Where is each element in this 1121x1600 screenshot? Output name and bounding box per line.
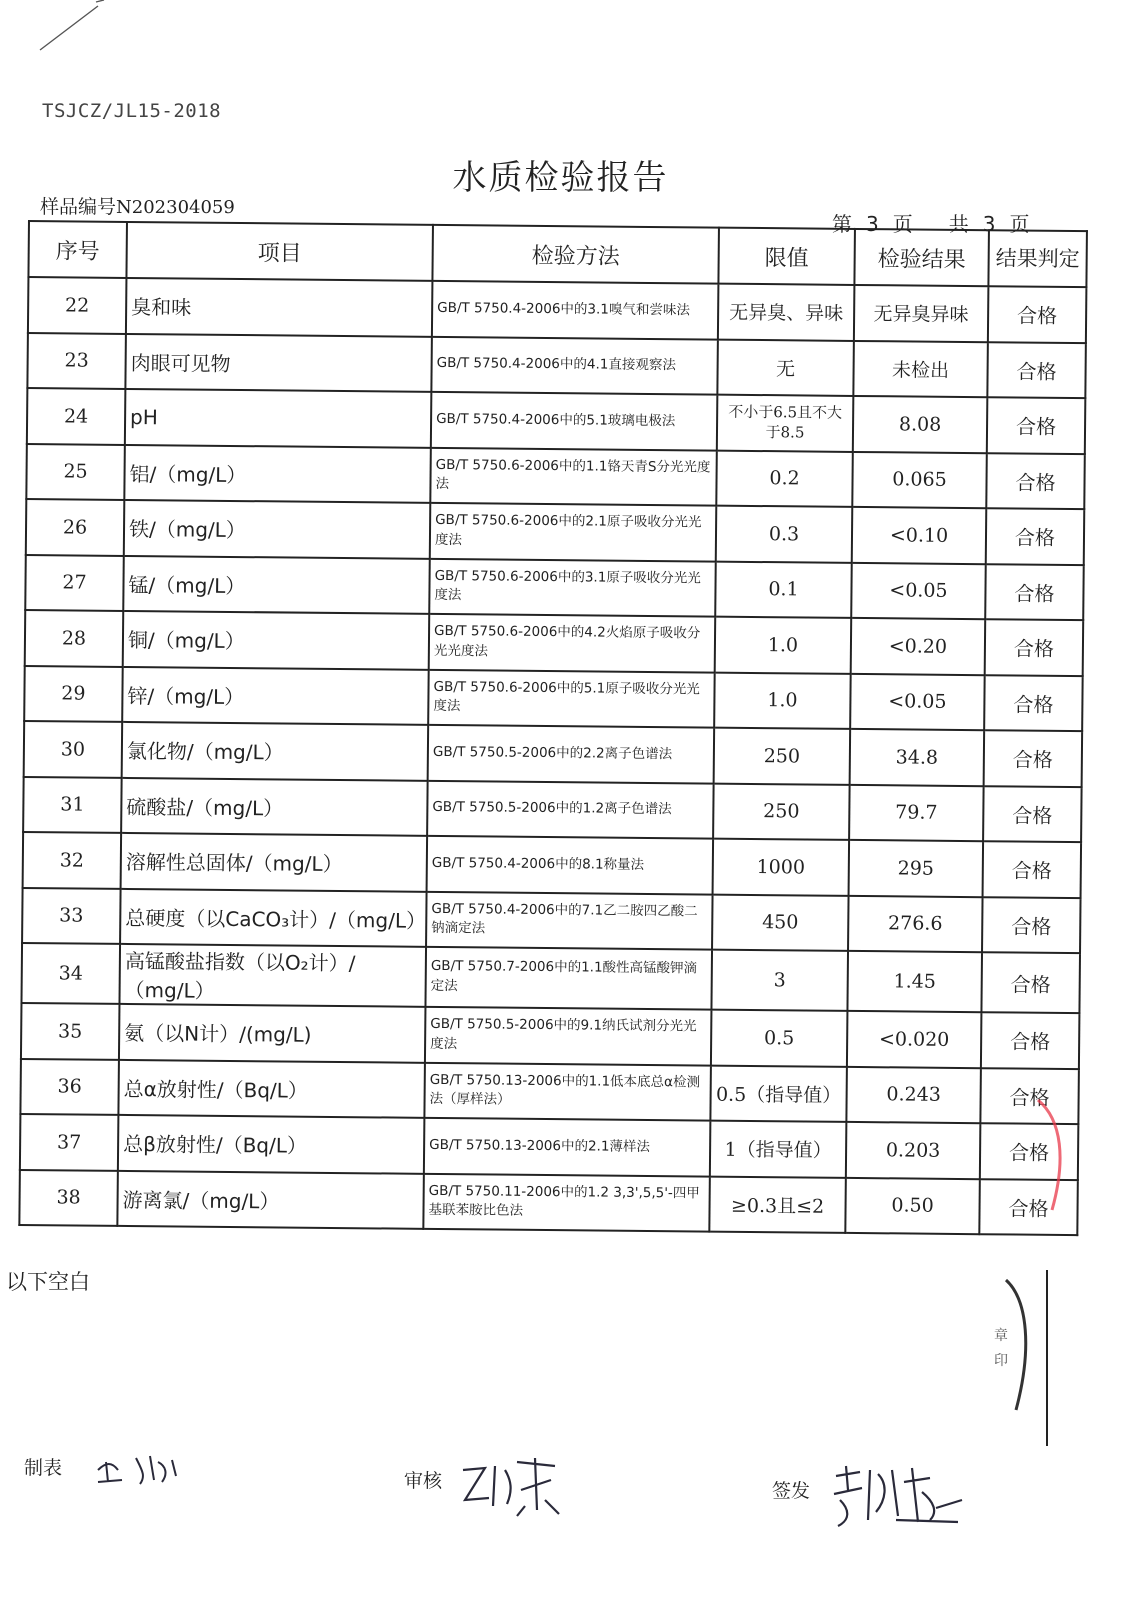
row-number: 24: [27, 388, 126, 444]
table-row: [24, 721, 1082, 787]
row-item: 总α放射性/（Bq/L）: [118, 1059, 425, 1117]
row-item: 硫酸盐/（mg/L）: [121, 777, 428, 835]
row-method: GB/T 5750.13-2006中的1.1低本底总α检测法（厚样法）: [424, 1062, 711, 1120]
row-method: GB/T 5750.4-2006中的3.1嗅气和尝味法: [432, 281, 719, 339]
issued-by-signature: [826, 1460, 966, 1530]
prepared-by-label: 制表: [24, 1457, 63, 1479]
row-limit: 250: [714, 728, 851, 785]
row-item: 总β放射性/（Bq/L）: [118, 1115, 425, 1173]
row-number: 37: [20, 1114, 119, 1170]
row-item: 铁/（mg/L）: [124, 500, 431, 558]
table-row: [26, 499, 1084, 565]
row-result: <0.10: [852, 507, 987, 564]
row-method: GB/T 5750.6-2006中的2.1原子吸收分光光度法: [430, 503, 717, 561]
row-verdict: 合格: [985, 564, 1084, 620]
row-item: 臭和味: [126, 278, 433, 336]
row-item: 游离氯/（mg/L）: [117, 1170, 424, 1228]
svg-text:印: 印: [994, 1353, 1008, 1369]
row-limit: 1.0: [715, 617, 852, 674]
row-number: 33: [22, 887, 121, 943]
row-number: 23: [27, 333, 126, 389]
page-ye: 页: [892, 212, 913, 236]
row-limit: 0.1: [715, 561, 852, 618]
header-seq: 序号: [28, 221, 127, 278]
header-item: 项目: [126, 222, 433, 281]
row-verdict: 合格: [980, 1123, 1079, 1179]
table-row: [20, 1058, 1078, 1124]
row-limit: 1（指导值）: [710, 1121, 847, 1178]
row-limit: 3: [711, 950, 848, 1011]
table-row: [22, 887, 1080, 953]
row-verdict: 合格: [982, 897, 1081, 953]
row-result: 34.8: [850, 729, 985, 786]
table-header-row: [28, 221, 1086, 287]
red-seal-stamp: [966, 1090, 1086, 1440]
row-verdict: 合格: [987, 397, 1086, 453]
row-method: GB/T 5750.6-2006中的4.2火焰原子吸收分光光度法: [429, 614, 716, 672]
table-row: [24, 665, 1082, 731]
row-limit: 0.5: [711, 1010, 848, 1067]
row-result: <0.05: [851, 562, 986, 619]
row-item: 氯化物/（mg/L）: [122, 722, 429, 780]
row-item: pH: [125, 389, 432, 447]
row-verdict: 合格: [983, 841, 1082, 897]
row-result: 0.243: [846, 1066, 981, 1123]
row-method: GB/T 5750.6-2006中的5.1原子吸收分光光度法: [428, 669, 715, 727]
row-method: GB/T 5750.13-2006中的2.1薄样法: [424, 1118, 711, 1176]
row-method: GB/T 5750.6-2006中的1.1铬天青S分光光度法: [430, 447, 717, 505]
row-verdict: 合格: [986, 508, 1085, 564]
reviewed-by-signature: [455, 1450, 565, 1520]
row-verdict: 合格: [981, 952, 1080, 1013]
row-limit: 无异臭、异味: [718, 284, 855, 341]
row-result: 295: [849, 840, 984, 897]
table-row: [19, 1169, 1077, 1235]
row-item: 锰/（mg/L）: [123, 555, 430, 613]
page-di: 第: [832, 212, 852, 236]
row-method: GB/T 5750.4-2006中的7.1乙二胺四乙酸二钠滴定法: [426, 891, 713, 949]
row-result: 79.7: [849, 784, 984, 841]
row-limit: 不小于6.5且不大于8.5: [717, 395, 854, 452]
row-verdict: 合格: [979, 1179, 1078, 1235]
blank-below-note: 以下空白: [6, 1270, 90, 1294]
row-limit: 250: [713, 783, 850, 840]
row-result: 0.065: [852, 451, 987, 508]
row-result: 无异臭异味: [854, 285, 989, 342]
row-limit: 450: [712, 894, 849, 951]
row-number: 38: [19, 1169, 118, 1225]
row-limit: ≥0.3且≤2: [709, 1176, 846, 1233]
row-method: GB/T 5750.6-2006中的3.1原子吸收分光光度法: [429, 558, 716, 616]
row-item: 氨（以N计）/(mg/L): [119, 1004, 426, 1062]
corner-scratch-mark: [38, 0, 108, 55]
row-number: 36: [20, 1058, 119, 1114]
sample-number-value: N202304059: [116, 197, 235, 218]
row-result: 276.6: [848, 895, 983, 952]
row-verdict: 合格: [988, 286, 1087, 342]
row-verdict: 合格: [987, 342, 1086, 398]
row-limit: 1000: [713, 839, 850, 896]
row-method: GB/T 5750.5-2006中的9.1纳氏试剂分光光度法: [425, 1007, 712, 1065]
row-method: GB/T 5750.5-2006中的1.2离子色谱法: [427, 780, 714, 838]
row-result: <0.020: [847, 1011, 982, 1068]
table-row: [25, 554, 1083, 620]
table-row: [21, 1003, 1079, 1069]
row-method: GB/T 5750.7-2006中的1.1酸性高锰酸钾滴定法: [425, 947, 712, 1010]
reviewed-by-label: 审核: [404, 1470, 443, 1492]
table-row: [21, 943, 1080, 1013]
table-row: [26, 443, 1084, 509]
row-item: 铜/（mg/L）: [123, 611, 430, 669]
inspection-table: [18, 220, 1088, 1236]
row-result: 未检出: [853, 340, 988, 397]
page-gong: 共: [948, 212, 969, 236]
prepared-by-signature: [92, 1440, 192, 1490]
row-verdict: 合格: [981, 1012, 1080, 1068]
header-limit: 限值: [718, 228, 855, 285]
page-current: 3: [866, 212, 879, 236]
row-item: 铝/（mg/L）: [124, 444, 431, 502]
row-item: 锌/（mg/L）: [122, 666, 429, 724]
row-result: 8.08: [853, 396, 988, 453]
row-number: 35: [21, 1003, 120, 1059]
header-result: 检验结果: [854, 229, 989, 286]
row-method: GB/T 5750.4-2006中的4.1直接观察法: [431, 336, 718, 394]
table-row: [20, 1114, 1078, 1180]
row-result: 0.50: [845, 1177, 980, 1234]
row-limit: 1.0: [714, 672, 851, 729]
row-item: 溶解性总固体/（mg/L）: [121, 833, 428, 891]
row-verdict: 合格: [986, 453, 1085, 509]
table-row: [23, 776, 1081, 842]
header-method: 检验方法: [432, 225, 719, 284]
row-number: 28: [25, 610, 124, 666]
row-limit: 0.5（指导值）: [710, 1065, 847, 1122]
row-limit: 无: [717, 339, 854, 396]
row-limit: 0.2: [716, 450, 853, 507]
page-ye-total: 页: [1009, 212, 1030, 236]
row-verdict: 合格: [980, 1068, 1079, 1124]
row-verdict: 合格: [983, 786, 1082, 842]
table-row: [28, 277, 1086, 343]
table-row: [25, 610, 1083, 676]
row-item: 高锰酸盐指数（以O₂计）/（mg/L）: [119, 944, 426, 1007]
row-number: 26: [26, 499, 125, 555]
row-result: 1.45: [847, 951, 982, 1012]
row-number: 22: [28, 277, 127, 333]
table-row: [27, 333, 1085, 399]
row-limit: 0.3: [716, 506, 853, 563]
document-code: TSJCZ/JL15-2018: [42, 100, 222, 122]
row-number: 27: [25, 554, 124, 610]
row-number: 31: [23, 776, 122, 832]
table-row: [23, 832, 1081, 898]
page-total: 3: [982, 212, 996, 236]
report-title: 水质检验报告: [452, 158, 669, 198]
issued-by-label: 签发: [772, 1480, 811, 1502]
row-number: 25: [26, 443, 125, 499]
row-number: 32: [23, 832, 122, 888]
row-verdict: 合格: [984, 675, 1083, 731]
header-verdict: 结果判定: [988, 230, 1087, 287]
sample-number-label: 样品编号: [40, 196, 117, 218]
row-method: GB/T 5750.5-2006中的2.2离子色谱法: [428, 725, 715, 783]
row-result: 0.203: [846, 1122, 981, 1179]
row-number: 29: [24, 665, 123, 721]
row-number: 34: [21, 943, 120, 1004]
row-method: GB/T 5750.4-2006中的8.1称量法: [427, 836, 714, 894]
sample-number: [40, 192, 235, 219]
svg-text:章: 章: [994, 1328, 1008, 1344]
row-result: <0.05: [850, 673, 985, 730]
row-verdict: 合格: [984, 730, 1083, 786]
row-number: 30: [24, 721, 123, 777]
row-item: 总硬度（以CaCO₃计）/（mg/L）: [120, 888, 427, 946]
row-verdict: 合格: [985, 619, 1084, 675]
row-method: GB/T 5750.4-2006中的5.1玻璃电极法: [431, 392, 718, 450]
row-method: GB/T 5750.11-2006中的1.2 3,3',5,5'-四甲基联苯胺比色法: [423, 1173, 710, 1231]
table-row: [27, 388, 1085, 454]
row-result: <0.20: [851, 618, 986, 675]
row-item: 肉眼可见物: [125, 333, 432, 391]
